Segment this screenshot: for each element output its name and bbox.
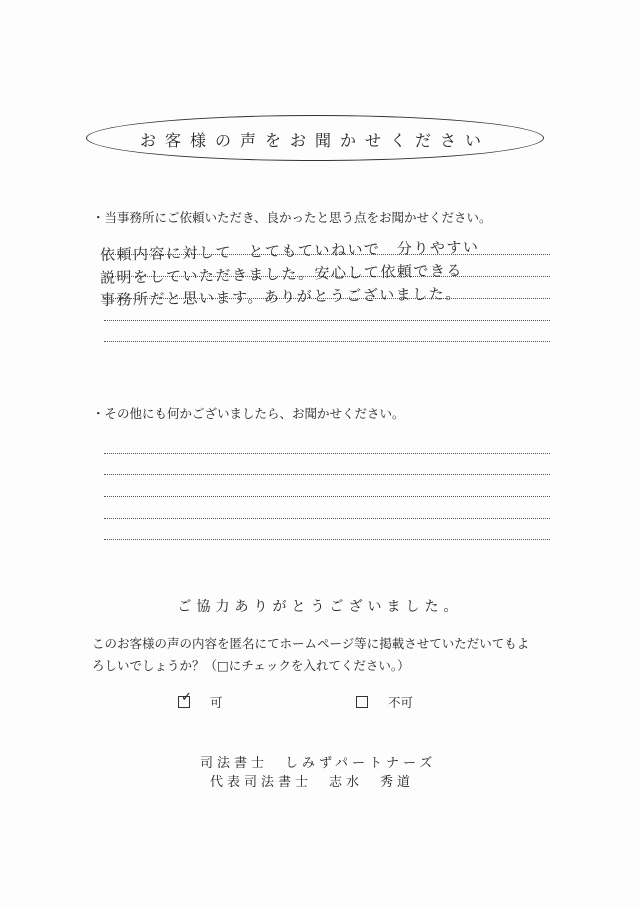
- question-other-comments: ・その他にも何かございましたら、お聞かせください。: [92, 406, 405, 421]
- deny-checkbox[interactable]: [356, 696, 368, 708]
- answer-line: [104, 539, 550, 540]
- option-deny[interactable]: [356, 693, 413, 711]
- permission-question-line-2: ろしいでしょうか？（□にチェックを入れてください。）: [92, 658, 410, 673]
- deny-label: 不可: [388, 695, 414, 710]
- allow-checkbox[interactable]: [178, 690, 192, 708]
- question-good-points: ・当事務所にご依頼いただき、良かったと思う点をお聞かせください。: [92, 210, 492, 225]
- answer-line: [104, 496, 550, 497]
- thanks-message: ご協力ありがとうございました。: [177, 599, 463, 615]
- answer-line: [104, 518, 550, 519]
- form-title: お客様の声をお聞かせください: [139, 131, 490, 150]
- office-name: 司法書士 しみずパートナーズ: [200, 756, 437, 771]
- permission-question-line-1: このお客様の声の内容を匿名にてホームページ等に掲載させていただいてもよ: [92, 636, 530, 651]
- answer-line: [104, 341, 550, 342]
- check-mark-icon: ✓: [181, 690, 192, 705]
- option-allow[interactable]: [178, 690, 223, 711]
- answer-line: [104, 474, 550, 475]
- allow-label: 可: [210, 695, 223, 710]
- handwritten-answer-line-2: 説明をしていただきました。安心して依頼できる: [99, 261, 464, 287]
- handwritten-answer-line-1: 依頼内容に対して とてもていねいで 分りやすい: [99, 238, 480, 264]
- answer-line: [104, 453, 550, 454]
- answer-line: [104, 320, 550, 321]
- handwritten-answer-line-3: 事務所だと思います。ありがとうございました。: [99, 284, 462, 309]
- representative-name: 代表司法書士 志水 秀道: [210, 775, 415, 790]
